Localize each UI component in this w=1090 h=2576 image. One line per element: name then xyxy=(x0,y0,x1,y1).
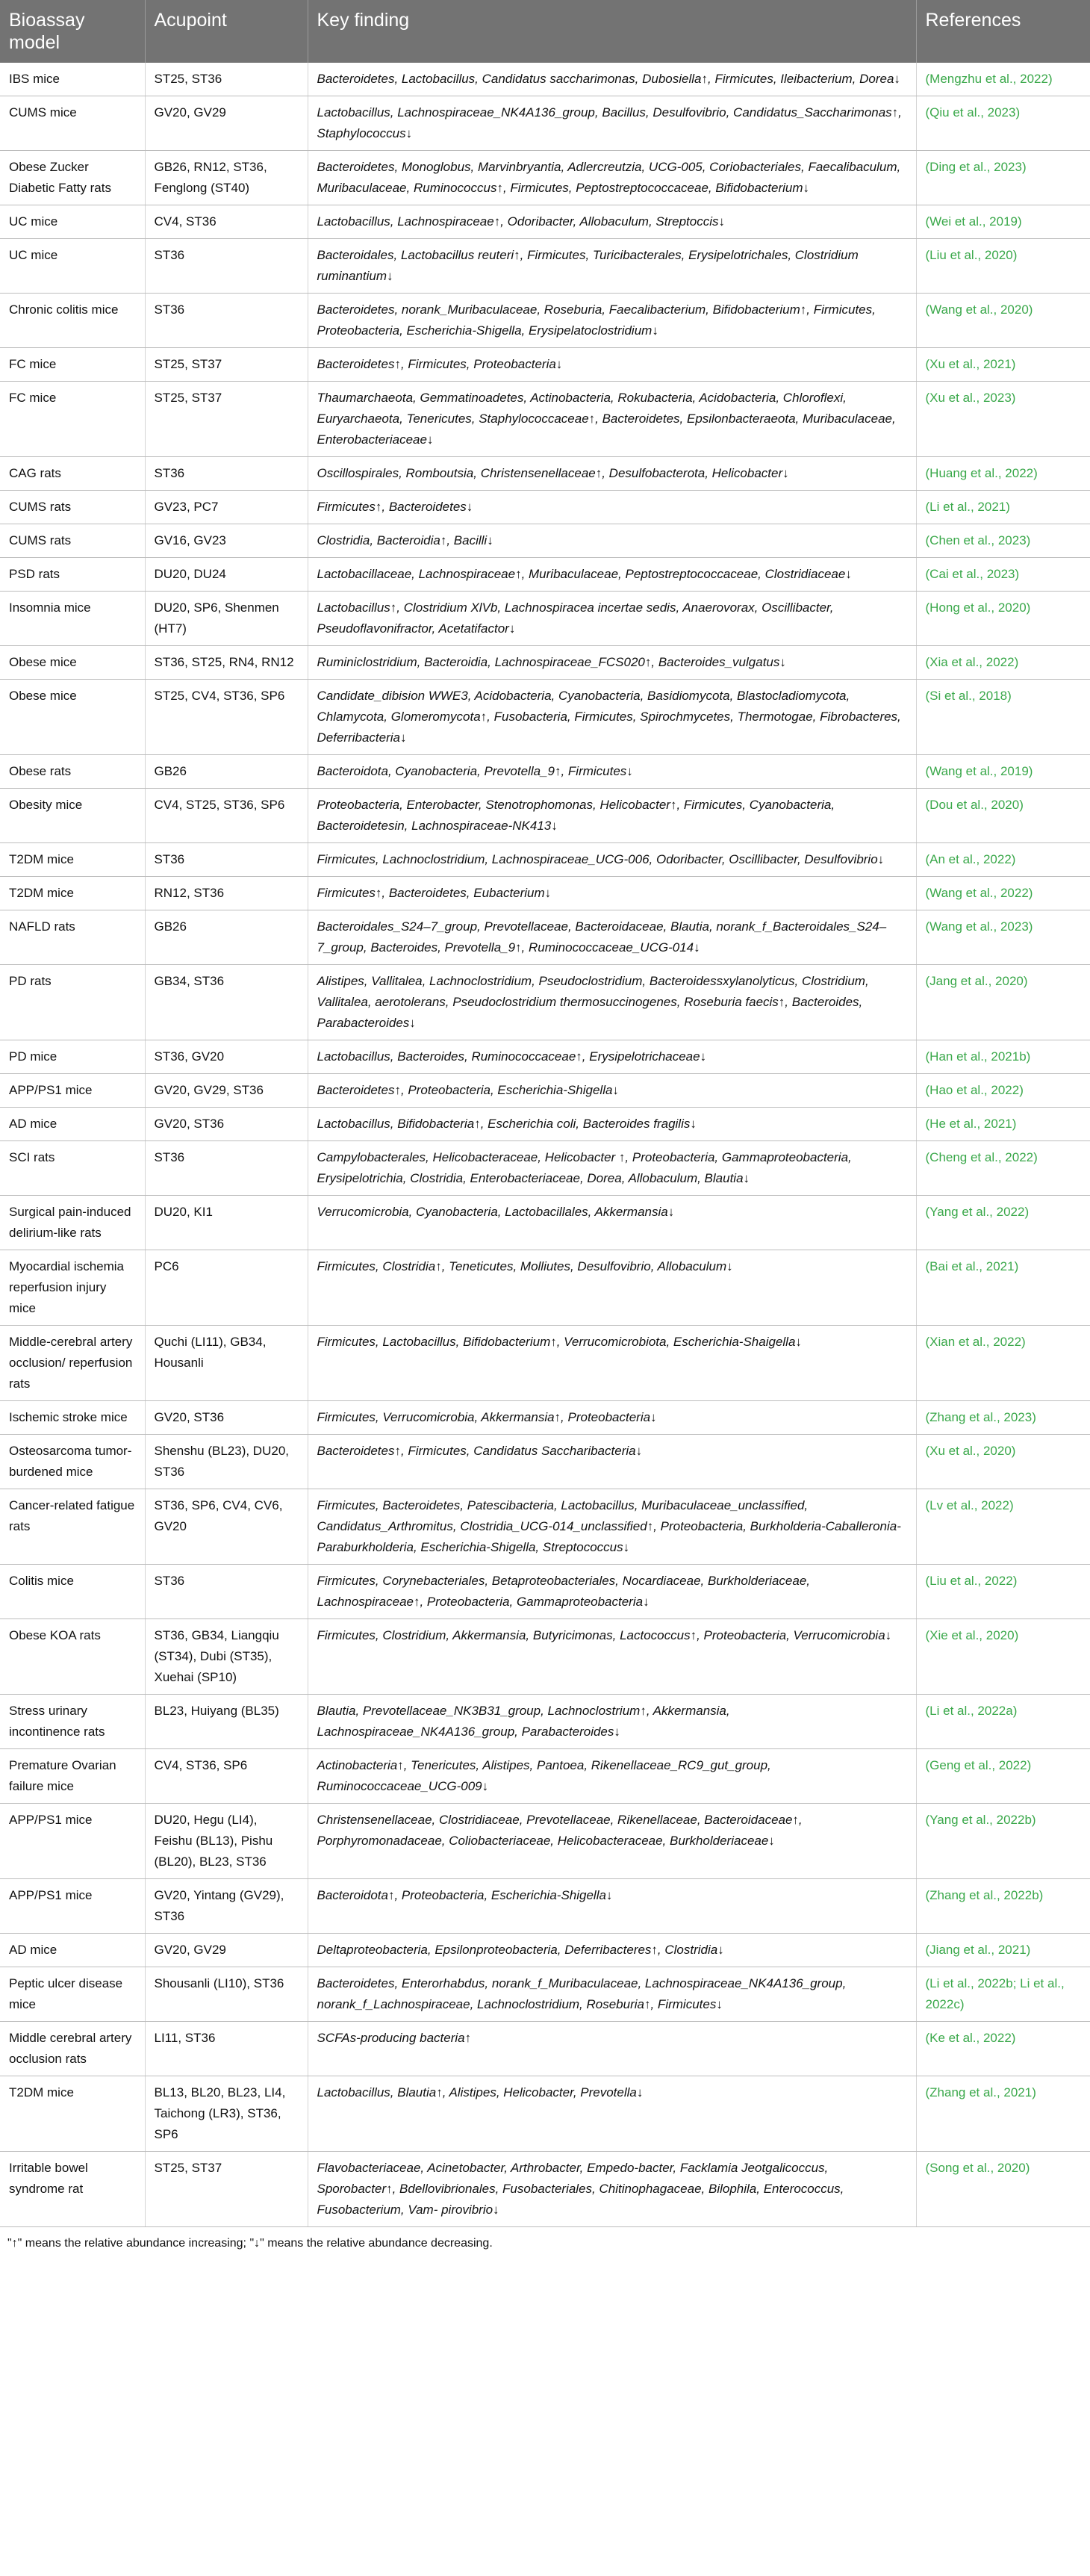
cell-reference[interactable]: (Geng et al., 2022) xyxy=(916,1749,1090,1804)
table-row xyxy=(0,1141,1090,1196)
cell-reference[interactable]: (Yang et al., 2022b) xyxy=(916,1804,1090,1879)
cell-bioassay-model: Myocardial ischemia reperfusion injury mice xyxy=(0,1250,145,1326)
cell-reference[interactable]: (Wang et al., 2023) xyxy=(916,910,1090,965)
cell-acupoint: GV20, ST36 xyxy=(145,1401,308,1435)
cell-key-finding: Campylobacterales, Helicobacteraceae, Helicobacter ↑, Proteobacteria, Gammaproteobacteria, Erysipelotrichia, Clostridia, Enterobacteriaceae, Dorea, Allobaculum, Blautia↓ xyxy=(308,1141,916,1196)
cell-bioassay-model: CAG rats xyxy=(0,457,145,491)
table-row xyxy=(0,1619,1090,1695)
table-row xyxy=(0,1040,1090,1074)
cell-bioassay-model: Obesity mice xyxy=(0,789,145,843)
cell-reference[interactable]: (Mengzhu et al., 2022) xyxy=(916,63,1090,96)
cell-acupoint: Shousanli (LI10), ST36 xyxy=(145,1967,308,2022)
cell-acupoint: ST36 xyxy=(145,239,308,294)
table-row xyxy=(0,680,1090,755)
cell-acupoint: ST25, ST37 xyxy=(145,382,308,457)
cell-bioassay-model: Osteosarcoma tumor-burdened mice xyxy=(0,1435,145,1489)
table-row xyxy=(0,1250,1090,1326)
cell-reference[interactable]: (Song et al., 2020) xyxy=(916,2152,1090,2227)
cell-reference[interactable]: (Cheng et al., 2022) xyxy=(916,1141,1090,1196)
cell-bioassay-model: PD rats xyxy=(0,965,145,1040)
cell-acupoint: GB26, RN12, ST36, Fenglong (ST40) xyxy=(145,151,308,205)
table-row xyxy=(0,1565,1090,1619)
cell-reference[interactable]: (Wang et al., 2020) xyxy=(916,294,1090,348)
cell-key-finding: Blautia, Prevotellaceae_NK3B31_group, Lachnoclostrium↑, Akkermansia, Lachnospiraceae_NK4A136_group, Parabacteroides↓ xyxy=(308,1695,916,1749)
table-row xyxy=(0,2076,1090,2152)
cell-bioassay-model: PD mice xyxy=(0,1040,145,1074)
table-row xyxy=(0,965,1090,1040)
cell-reference[interactable]: (Bai et al., 2021) xyxy=(916,1250,1090,1326)
cell-key-finding: Lactobacillus, Blautia↑, Alistipes, Helicobacter, Prevotella↓ xyxy=(308,2076,916,2152)
cell-key-finding: Bacteroidales, Lactobacillus reuteri↑, Firmicutes, Turicibacterales, Erysipelotrichales, Clostridium ruminantium↓ xyxy=(308,239,916,294)
cell-reference[interactable]: (Zhang et al., 2022b) xyxy=(916,1879,1090,1934)
cell-reference[interactable]: (An et al., 2022) xyxy=(916,843,1090,877)
table-row xyxy=(0,151,1090,205)
cell-reference[interactable]: (Wang et al., 2019) xyxy=(916,755,1090,789)
cell-key-finding: Bacteroidetes↑, Firmicutes, Proteobacteria↓ xyxy=(308,348,916,382)
table-row xyxy=(0,646,1090,680)
table-row xyxy=(0,1108,1090,1141)
cell-acupoint: BL23, Huiyang (BL35) xyxy=(145,1695,308,1749)
cell-reference[interactable]: (Yang et al., 2022) xyxy=(916,1196,1090,1250)
cell-key-finding: Oscillospirales, Romboutsia, Christensenellaceae↑, Desulfobacterota, Helicobacter↓ xyxy=(308,457,916,491)
table-row xyxy=(0,877,1090,910)
cell-key-finding: Actinobacteria↑, Tenericutes, Alistipes, Pantoea, Rikenellaceae_RC9_gut_group, Ruminococcaceae_UCG-009↓ xyxy=(308,1749,916,1804)
table-row xyxy=(0,348,1090,382)
cell-reference[interactable]: (Huang et al., 2022) xyxy=(916,457,1090,491)
cell-acupoint: ST25, ST37 xyxy=(145,348,308,382)
cell-reference[interactable]: (Zhang et al., 2021) xyxy=(916,2076,1090,2152)
cell-key-finding: Firmicutes, Corynebacteriales, Betaproteobacteriales, Nocardiaceae, Burkholderiaceae, Lachnospiraceae↑, Proteobacteria, Gammaproteobacteria↓ xyxy=(308,1565,916,1619)
cell-acupoint: ST36 xyxy=(145,294,308,348)
cell-reference[interactable]: (Dou et al., 2020) xyxy=(916,789,1090,843)
cell-acupoint: ST36 xyxy=(145,843,308,877)
cell-acupoint: CV4, ST25, ST36, SP6 xyxy=(145,789,308,843)
table-row xyxy=(0,1489,1090,1565)
table-row xyxy=(0,491,1090,524)
cell-reference[interactable]: (Xu et al., 2020) xyxy=(916,1435,1090,1489)
cell-acupoint: DU20, Hegu (LI4), Feishu (BL13), Pishu (BL20), BL23, ST36 xyxy=(145,1804,308,1879)
cell-bioassay-model: Insomnia mice xyxy=(0,592,145,646)
table-row xyxy=(0,457,1090,491)
cell-acupoint: CV4, ST36, SP6 xyxy=(145,1749,308,1804)
table-row xyxy=(0,239,1090,294)
cell-bioassay-model: SCI rats xyxy=(0,1141,145,1196)
cell-acupoint: ST36, GB34, Liangqiu (ST34), Dubi (ST35), Xuehai (SP10) xyxy=(145,1619,308,1695)
cell-bioassay-model: PSD rats xyxy=(0,558,145,592)
cell-bioassay-model: Chronic colitis mice xyxy=(0,294,145,348)
table-row xyxy=(0,205,1090,239)
cell-key-finding: Verrucomicrobia, Cyanobacteria, Lactobacillales, Akkermansia↓ xyxy=(308,1196,916,1250)
cell-bioassay-model: T2DM mice xyxy=(0,843,145,877)
cell-bioassay-model: Ischemic stroke mice xyxy=(0,1401,145,1435)
cell-acupoint: GV16, GV23 xyxy=(145,524,308,558)
table-row xyxy=(0,1695,1090,1749)
cell-reference[interactable]: (Han et al., 2021b) xyxy=(916,1040,1090,1074)
cell-key-finding: Deltaproteobacteria, Epsilonproteobacteria, Deferribacteres↑, Clostridia↓ xyxy=(308,1934,916,1967)
cell-bioassay-model: APP/PS1 mice xyxy=(0,1804,145,1879)
cell-acupoint: ST36 xyxy=(145,1565,308,1619)
cell-acupoint: GV20, GV29 xyxy=(145,1934,308,1967)
cell-acupoint: ST25, CV4, ST36, SP6 xyxy=(145,680,308,755)
cell-key-finding: Bacteroidetes, Monoglobus, Marvinbryantia, Adlercreutzia, UCG-005, Coriobacteriales, Faecalibaculum, Muribaculaceae, Ruminococcus↑, Firmicutes, Peptostreptococcaceae, Bifidobacterium↓ xyxy=(308,151,916,205)
cell-key-finding: Lactobacillus↑, Clostridium XlVb, Lachnospiracea incertae sedis, Anaerovorax, Oscillibacter, Pseudoflavonifractor, Acetatifactor↓ xyxy=(308,592,916,646)
cell-reference[interactable]: (Xia et al., 2022) xyxy=(916,646,1090,680)
cell-bioassay-model: Obese mice xyxy=(0,646,145,680)
cell-key-finding: Bacteroidetes, norank_Muribaculaceae, Roseburia, Faecalibacterium, Bifidobacterium↑, Firmicutes, Proteobacteria, Escherichia-Shigella, Erysipelatoclostridium↓ xyxy=(308,294,916,348)
cell-acupoint: ST25, ST37 xyxy=(145,2152,308,2227)
table-body xyxy=(0,63,1090,2227)
cell-key-finding: Lactobacillus, Bacteroides, Ruminococcaceae↑, Erysipelotrichaceae↓ xyxy=(308,1040,916,1074)
cell-key-finding: Proteobacteria, Enterobacter, Stenotrophomonas, Helicobacter↑, Firmicutes, Cyanobacteria, Bacteroidetesin, Lachnospiraceae-NK413↓ xyxy=(308,789,916,843)
cell-reference[interactable]: (Hao et al., 2022) xyxy=(916,1074,1090,1108)
cell-acupoint: GV20, GV29 xyxy=(145,96,308,151)
cell-reference[interactable]: (Li et al., 2021) xyxy=(916,491,1090,524)
table-row xyxy=(0,1934,1090,1967)
cell-acupoint: GB26 xyxy=(145,910,308,965)
cell-reference[interactable]: (Xu et al., 2023) xyxy=(916,382,1090,457)
cell-acupoint: ST36, GV20 xyxy=(145,1040,308,1074)
cell-reference[interactable]: (Si et al., 2018) xyxy=(916,680,1090,755)
table-row xyxy=(0,294,1090,348)
table-row xyxy=(0,1967,1090,2022)
cell-acupoint: GB26 xyxy=(145,755,308,789)
cell-bioassay-model: Middle cerebral artery occlusion rats xyxy=(0,2022,145,2076)
cell-acupoint: GV23, PC7 xyxy=(145,491,308,524)
cell-bioassay-model: T2DM mice xyxy=(0,2076,145,2152)
cell-acupoint: DU20, DU24 xyxy=(145,558,308,592)
cell-acupoint: ST36 xyxy=(145,457,308,491)
cell-acupoint: PC6 xyxy=(145,1250,308,1326)
cell-acupoint: GV20, ST36 xyxy=(145,1108,308,1141)
cell-acupoint: GB34, ST36 xyxy=(145,965,308,1040)
table-row xyxy=(0,910,1090,965)
cell-key-finding: Firmicutes, Clostridia↑, Teneticutes, Molliutes, Desulfovibrio, Allobaculum↓ xyxy=(308,1250,916,1326)
table-row xyxy=(0,1804,1090,1879)
table-row xyxy=(0,1879,1090,1934)
cell-key-finding: Firmicutes↑, Bacteroidetes, Eubacterium↓ xyxy=(308,877,916,910)
cell-key-finding: Clostridia, Bacteroidia↑, Bacilli↓ xyxy=(308,524,916,558)
cell-bioassay-model: AD mice xyxy=(0,1108,145,1141)
cell-key-finding: Firmicutes, Bacteroidetes, Patescibacteria, Lactobacillus, Muribaculaceae_unclassified, Candidatus_Arthromitus, Clostridia_UCG-014_unclassified↑, Proteobacteria, Burkholderia-Caballeronia-Paraburkholderia, Escherichia-Shigella, Streptococcus↓ xyxy=(308,1489,916,1565)
table-row xyxy=(0,63,1090,96)
header-row xyxy=(0,0,1090,63)
cell-acupoint: ST36, ST25, RN4, RN12 xyxy=(145,646,308,680)
cell-bioassay-model: Irritable bowel syndrome rat xyxy=(0,2152,145,2227)
cell-reference[interactable]: (Liu et al., 2022) xyxy=(916,1565,1090,1619)
cell-key-finding: Bacteroidetes, Lactobacillus, Candidatus saccharimonas, Dubosiella↑, Firmicutes, Ileibacterium, Dorea↓ xyxy=(308,63,916,96)
cell-reference[interactable]: (Cai et al., 2023) xyxy=(916,558,1090,592)
cell-bioassay-model: Cancer-related fatigue rats xyxy=(0,1489,145,1565)
cell-bioassay-model: IBS mice xyxy=(0,63,145,96)
table-row xyxy=(0,1401,1090,1435)
table-row xyxy=(0,524,1090,558)
cell-reference[interactable]: (Jiang et al., 2021) xyxy=(916,1934,1090,1967)
cell-bioassay-model: CUMS rats xyxy=(0,524,145,558)
cell-bioassay-model: Obese Zucker Diabetic Fatty rats xyxy=(0,151,145,205)
table-row xyxy=(0,2152,1090,2227)
cell-key-finding: Firmicutes, Lactobacillus, Bifidobacterium↑, Verrucomicrobiota, Escherichia-Shaigella↓ xyxy=(308,1326,916,1401)
header-acupoint: Acupoint xyxy=(145,0,308,63)
cell-reference[interactable]: (Ke et al., 2022) xyxy=(916,2022,1090,2076)
table-row xyxy=(0,1435,1090,1489)
table-footnote: "↑" means the relative abundance increasing; "↓" means the relative abundance decreasing. xyxy=(7,2237,493,2250)
cell-acupoint: Quchi (LI11), GB34, Housanli xyxy=(145,1326,308,1401)
cell-key-finding: Bacteroidales_S24–7_group, Prevotellaceae, Bacteroidaceae, Blautia, norank_f_Bacteroidales_S24–7_group, Bacteroides, Prevotella_9↑, Ruminococcaceae_UCG-014↓ xyxy=(308,910,916,965)
table-row xyxy=(0,96,1090,151)
cell-reference[interactable]: (Xian et al., 2022) xyxy=(916,1326,1090,1401)
cell-reference[interactable]: (Jang et al., 2020) xyxy=(916,965,1090,1040)
cell-bioassay-model: Colitis mice xyxy=(0,1565,145,1619)
cell-bioassay-model: Obese mice xyxy=(0,680,145,755)
header-bioassay-model: Bioassay model xyxy=(0,0,145,63)
cell-bioassay-model: Middle-cerebral artery occlusion/ reperfusion rats xyxy=(0,1326,145,1401)
cell-acupoint: ST25, ST36 xyxy=(145,63,308,96)
cell-bioassay-model: Obese KOA rats xyxy=(0,1619,145,1695)
cell-acupoint: LI11, ST36 xyxy=(145,2022,308,2076)
cell-key-finding: Lactobacillus, Bifidobacteria↑, Escherichia coli, Bacteroides fragilis↓ xyxy=(308,1108,916,1141)
cell-acupoint: ST36 xyxy=(145,1141,308,1196)
cell-bioassay-model: T2DM mice xyxy=(0,877,145,910)
cell-key-finding: Lactobacillaceae, Lachnospiraceae↑, Muribaculaceae, Peptostreptococcaceae, Clostridiaceae↓ xyxy=(308,558,916,592)
cell-bioassay-model: UC mice xyxy=(0,205,145,239)
table-row xyxy=(0,1074,1090,1108)
cell-bioassay-model: FC mice xyxy=(0,382,145,457)
cell-key-finding: Bacteroidetes↑, Firmicutes, Candidatus Saccharibacteria↓ xyxy=(308,1435,916,1489)
cell-bioassay-model: Obese rats xyxy=(0,755,145,789)
cell-reference[interactable]: (Wang et al., 2022) xyxy=(916,877,1090,910)
cell-reference[interactable]: (Chen et al., 2023) xyxy=(916,524,1090,558)
cell-bioassay-model: AD mice xyxy=(0,1934,145,1967)
cell-reference[interactable]: (Qiu et al., 2023) xyxy=(916,96,1090,151)
table-row xyxy=(0,382,1090,457)
cell-key-finding: Bacteroidetes↑, Proteobacteria, Escherichia-Shigella↓ xyxy=(308,1074,916,1108)
cell-key-finding: Bacteroidota↑, Proteobacteria, Escherichia-Shigella↓ xyxy=(308,1879,916,1934)
cell-reference[interactable]: (Xie et al., 2020) xyxy=(916,1619,1090,1695)
cell-key-finding: Firmicutes, Clostridium, Akkermansia, Butyricimonas, Lactococcus↑, Proteobacteria, Verrucomicrobia↓ xyxy=(308,1619,916,1695)
table-row xyxy=(0,1749,1090,1804)
cell-bioassay-model: Surgical pain-induced delirium-like rats xyxy=(0,1196,145,1250)
cell-key-finding: Flavobacteriaceae, Acinetobacter, Arthrobacter, Empedo-bacter, Facklamia Jeotgalicoccus, Sporobacter↑, Bdellovibrionales, Fusobacteriales, Chitinophagaceae, Bilophila, Enterococcus, Fusobacterium, Vam- pirovibrio↓ xyxy=(308,2152,916,2227)
cell-key-finding: Candidate_dibision WWE3, Acidobacteria, Cyanobacteria, Basidiomycota, Blastocladiomycota, Chlamycota, Glomeromycota↑, Fusobacteria, Firmicutes, Spirochmycetes, Thermotogae, Fibrobacteres, Deferribacteria↓ xyxy=(308,680,916,755)
cell-key-finding: Bacteroidetes, Enterorhabdus, norank_f_Muribaculaceae, Lachnospiraceae_NK4A136_group, norank_f_Lachnospiraceae, Lachnoclostridium, Roseburia↑, Firmicutes↓ xyxy=(308,1967,916,2022)
header-references: References xyxy=(916,0,1090,63)
cell-key-finding: Lactobacillus, Lachnospiraceae_NK4A136_group, Bacillus, Desulfovibrio, Candidatus_Saccharimonas↑, Staphylococcus↓ xyxy=(308,96,916,151)
cell-bioassay-model: CUMS mice xyxy=(0,96,145,151)
cell-bioassay-model: UC mice xyxy=(0,239,145,294)
cell-reference[interactable]: (Li et al., 2022b; Li et al., 2022c) xyxy=(916,1967,1090,2022)
table-row xyxy=(0,558,1090,592)
cell-reference[interactable]: (Hong et al., 2020) xyxy=(916,592,1090,646)
cell-key-finding: Christensenellaceae, Clostridiaceae, Prevotellaceae, Rikenellaceae, Bacteroidaceae↑, Porphyromonadaceae, Coliobacteriaceae, Helicobacteraceae, Burkholderiaceae↓ xyxy=(308,1804,916,1879)
cell-bioassay-model: NAFLD rats xyxy=(0,910,145,965)
cell-reference[interactable]: (Xu et al., 2021) xyxy=(916,348,1090,382)
cell-acupoint: GV20, GV29, ST36 xyxy=(145,1074,308,1108)
cell-key-finding: Thaumarchaeota, Gemmatinoadetes, Actinobacteria, Rokubacteria, Acidobacteria, Chloroflexi, Euryarchaeota, Tenericutes, Staphylococcaceae↑, Bacteroidetes, Epsilonbacteraeota, Muribaculaceae, Enterobacteriaceae↓ xyxy=(308,382,916,457)
cell-acupoint: CV4, ST36 xyxy=(145,205,308,239)
cell-bioassay-model: CUMS rats xyxy=(0,491,145,524)
cell-reference[interactable]: (Lv et al., 2022) xyxy=(916,1489,1090,1565)
cell-acupoint: DU20, KI1 xyxy=(145,1196,308,1250)
table-row xyxy=(0,843,1090,877)
cell-reference[interactable]: (Li et al., 2022a) xyxy=(916,1695,1090,1749)
table-row xyxy=(0,789,1090,843)
cell-key-finding: Ruminiclostridium, Bacteroidia, Lachnospiraceae_FCS020↑, Bacteroides_vulgatus↓ xyxy=(308,646,916,680)
table-row xyxy=(0,755,1090,789)
cell-key-finding: SCFAs-producing bacteria↑ xyxy=(308,2022,916,2076)
cell-bioassay-model: APP/PS1 mice xyxy=(0,1074,145,1108)
cell-reference[interactable]: (Ding et al., 2023) xyxy=(916,151,1090,205)
cell-bioassay-model: Peptic ulcer disease mice xyxy=(0,1967,145,2022)
cell-bioassay-model: Premature Ovarian failure mice xyxy=(0,1749,145,1804)
table-row xyxy=(0,1326,1090,1401)
cell-key-finding: Firmicutes, Verrucomicrobia, Akkermansia↑, Proteobacteria↓ xyxy=(308,1401,916,1435)
cell-acupoint: GV20, Yintang (GV29), ST36 xyxy=(145,1879,308,1934)
cell-bioassay-model: Stress urinary incontinence rats xyxy=(0,1695,145,1749)
cell-key-finding: Bacteroidota, Cyanobacteria, Prevotella_9↑, Firmicutes↓ xyxy=(308,755,916,789)
cell-reference[interactable]: (Zhang et al., 2023) xyxy=(916,1401,1090,1435)
cell-key-finding: Alistipes, Vallitalea, Lachnoclostridium, Pseudoclostridium, Bacteroidessxylanolyticus, Clostridium, Vallitalea, aerotolerans, Pseudoclostridium thermosuccinogenes, Roseburia faecis↑, Bacteroides, Parabacteroides↓ xyxy=(308,965,916,1040)
cell-key-finding: Firmicutes, Lachnoclostridium, Lachnospiraceae_UCG-006, Odoribacter, Oscillibacter, Desulfovibrio↓ xyxy=(308,843,916,877)
cell-acupoint: ST36, SP6, CV4, CV6, GV20 xyxy=(145,1489,308,1565)
cell-bioassay-model: FC mice xyxy=(0,348,145,382)
header-key-finding: Key finding xyxy=(308,0,916,63)
table-row xyxy=(0,1196,1090,1250)
cell-reference[interactable]: (Wei et al., 2019) xyxy=(916,205,1090,239)
cell-acupoint: RN12, ST36 xyxy=(145,877,308,910)
table-row xyxy=(0,2022,1090,2076)
cell-bioassay-model: APP/PS1 mice xyxy=(0,1879,145,1934)
cell-key-finding: Firmicutes↑, Bacteroidetes↓ xyxy=(308,491,916,524)
table-row xyxy=(0,592,1090,646)
cell-acupoint: DU20, SP6, Shenmen (HT7) xyxy=(145,592,308,646)
cell-reference[interactable]: (He et al., 2021) xyxy=(916,1108,1090,1141)
cell-reference[interactable]: (Liu et al., 2020) xyxy=(916,239,1090,294)
cell-acupoint: Shenshu (BL23), DU20, ST36 xyxy=(145,1435,308,1489)
cell-acupoint: BL13, BL20, BL23, LI4, Taichong (LR3), ST36, SP6 xyxy=(145,2076,308,2152)
cell-key-finding: Lactobacillus, Lachnospiraceae↑, Odoribacter, Allobaculum, Streptoccis↓ xyxy=(308,205,916,239)
